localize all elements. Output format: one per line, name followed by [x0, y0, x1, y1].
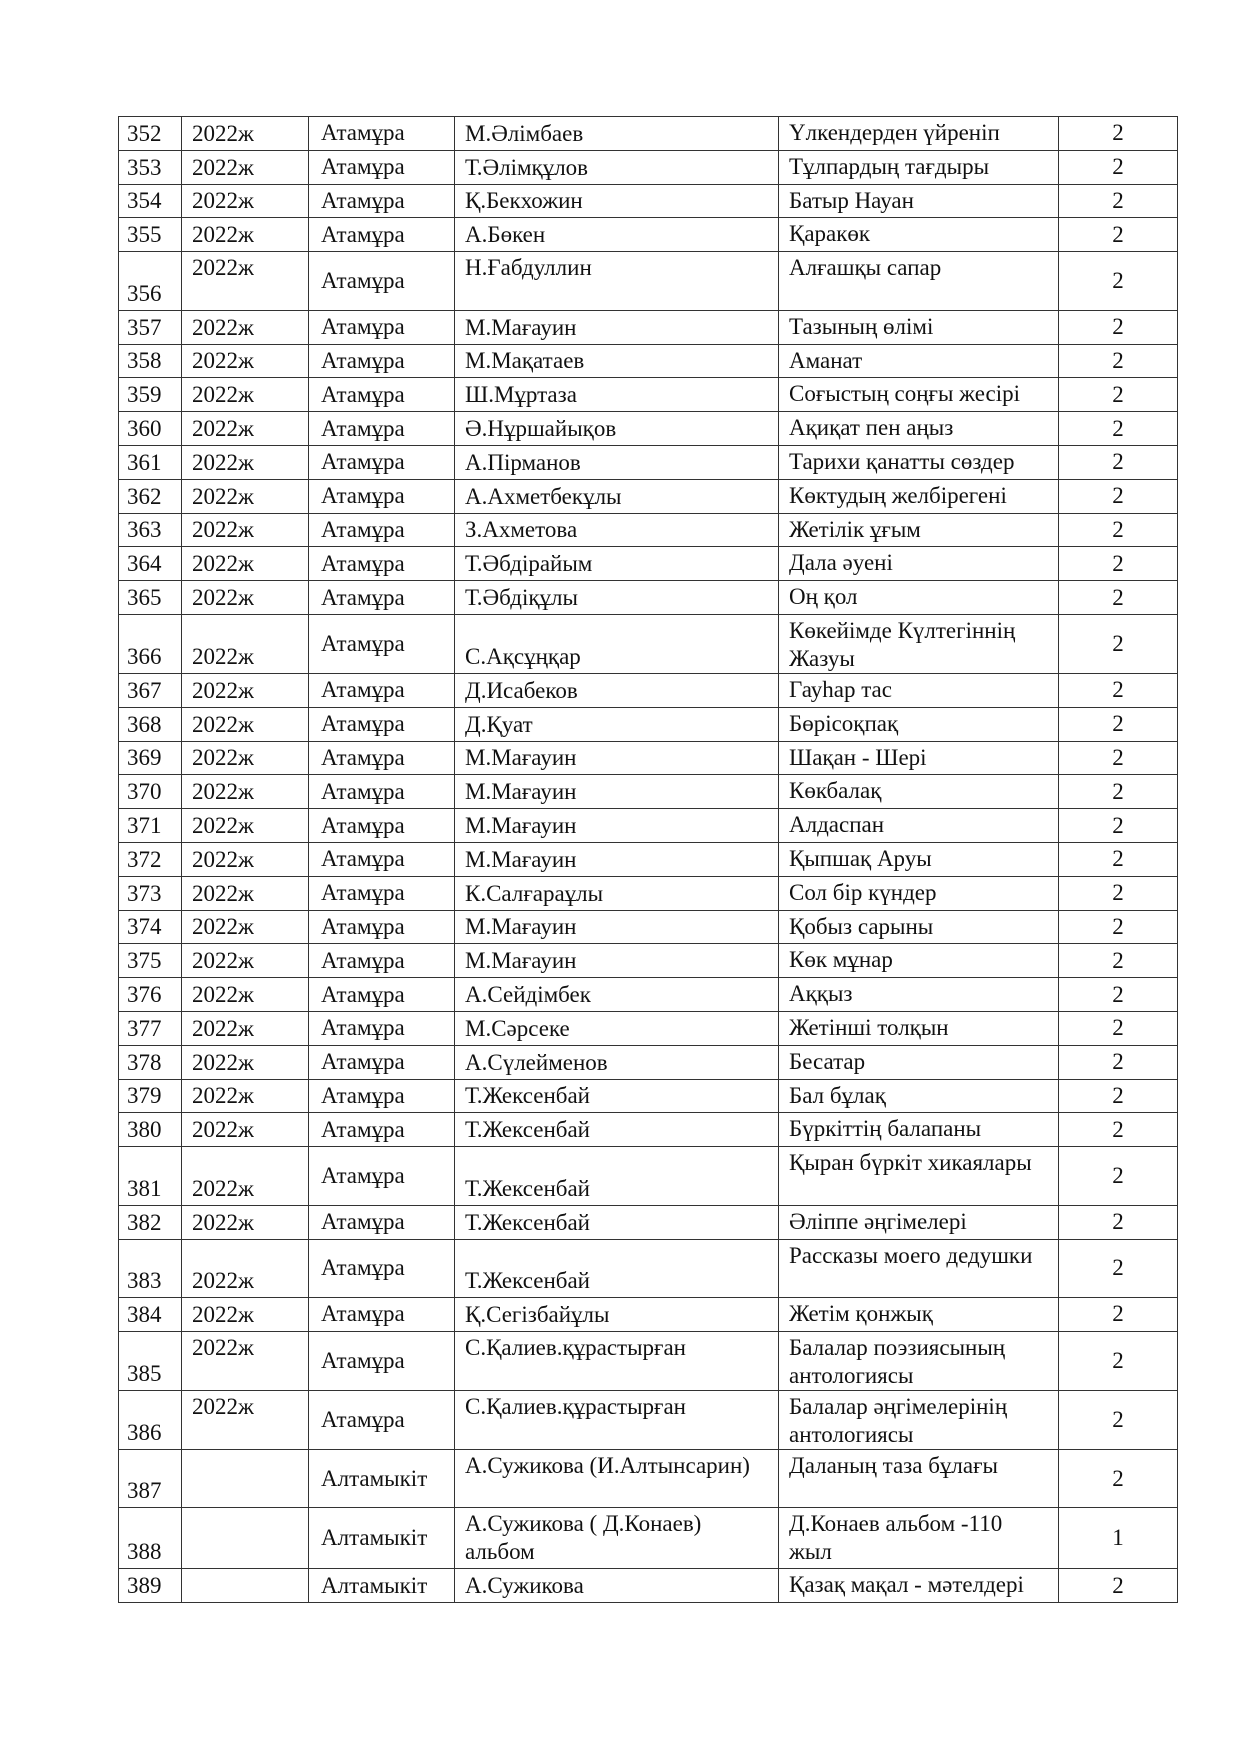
row-number-cell: 368	[119, 707, 182, 741]
author-cell: Д.Қуат	[455, 707, 779, 741]
title-cell: Соғыстың соңғы жесірі	[779, 378, 1059, 412]
author-cell: Ш.Мұртаза	[455, 378, 779, 412]
table-row	[119, 1569, 1178, 1603]
table-row	[119, 809, 1178, 843]
title-cell: Бөрісоқпақ	[779, 707, 1059, 741]
table-row	[119, 1011, 1178, 1045]
row-number-cell: 366	[119, 614, 182, 673]
quantity-cell: 2	[1059, 479, 1178, 513]
quantity-cell: 2	[1059, 1449, 1178, 1508]
row-number-cell: 384	[119, 1298, 182, 1332]
author-cell: К.Салғараұлы	[455, 876, 779, 910]
row-number-cell: 387	[119, 1449, 182, 1508]
row-number-cell: 367	[119, 673, 182, 707]
publisher-cell: Атамұра	[309, 150, 455, 184]
author-cell: М.Мағауин	[455, 741, 779, 775]
quantity-cell: 2	[1059, 614, 1178, 673]
author-cell: М.Мағауин	[455, 775, 779, 809]
author-cell: С.Қалиев.құрастырған	[455, 1331, 779, 1390]
table-row	[119, 673, 1178, 707]
row-number-cell: 373	[119, 876, 182, 910]
title-cell: Алғашқы сапар	[779, 252, 1059, 311]
title-cell: Батыр Науан	[779, 184, 1059, 218]
publisher-cell: Атамұра	[309, 1239, 455, 1298]
year-cell	[182, 1449, 309, 1508]
year-cell: 2022ж	[182, 412, 309, 446]
year-cell: 2022ж	[182, 1045, 309, 1079]
row-number-cell: 358	[119, 344, 182, 378]
year-cell: 2022ж	[182, 344, 309, 378]
quantity-cell: 2	[1059, 344, 1178, 378]
quantity-cell: 2	[1059, 1390, 1178, 1449]
table-row	[119, 1298, 1178, 1332]
table-row	[119, 775, 1178, 809]
row-number-cell: 359	[119, 378, 182, 412]
title-cell: Көкбалақ	[779, 775, 1059, 809]
year-cell: 2022ж	[182, 1079, 309, 1113]
author-cell: Қ.Бекхожин	[455, 184, 779, 218]
publisher-cell: Атамұра	[309, 479, 455, 513]
publisher-cell: Атамұра	[309, 741, 455, 775]
table-row	[119, 614, 1178, 673]
year-cell: 2022ж	[182, 117, 309, 151]
title-cell: Жетім қонжық	[779, 1298, 1059, 1332]
year-cell: 2022ж	[182, 1298, 309, 1332]
title-cell: Әліппе әңгімелері	[779, 1205, 1059, 1239]
table-row	[119, 252, 1178, 311]
publisher-cell: Алтамыкіт	[309, 1569, 455, 1603]
publisher-cell: Атамұра	[309, 184, 455, 218]
year-cell: 2022ж	[182, 1147, 309, 1206]
publisher-cell: Атамұра	[309, 378, 455, 412]
title-cell: Сол бір күндер	[779, 876, 1059, 910]
table-row	[119, 1331, 1178, 1390]
author-cell: Қ.Сегізбайұлы	[455, 1298, 779, 1332]
title-cell: Шақан - Шері	[779, 741, 1059, 775]
table-row	[119, 117, 1178, 151]
title-cell: Көктудың желбірегені	[779, 479, 1059, 513]
author-cell: М.Мағауин	[455, 310, 779, 344]
title-cell: Балалар поэзиясының антологиясы	[779, 1331, 1059, 1390]
table-row	[119, 876, 1178, 910]
quantity-cell: 2	[1059, 910, 1178, 944]
publisher-cell: Атамұра	[309, 412, 455, 446]
row-number-cell: 356	[119, 252, 182, 311]
publisher-cell: Атамұра	[309, 1390, 455, 1449]
title-cell: Қаракөк	[779, 218, 1059, 252]
title-cell: Тұлпардың тағдыры	[779, 150, 1059, 184]
row-number-cell: 377	[119, 1011, 182, 1045]
publisher-cell: Атамұра	[309, 673, 455, 707]
title-cell: Рассказы моего дедушки	[779, 1239, 1059, 1298]
quantity-cell: 2	[1059, 378, 1178, 412]
publisher-cell: Атамұра	[309, 809, 455, 843]
author-cell: Т.Әбдірайым	[455, 547, 779, 581]
quantity-cell: 2	[1059, 1045, 1178, 1079]
year-cell: 2022ж	[182, 809, 309, 843]
row-number-cell: 376	[119, 978, 182, 1012]
quantity-cell: 2	[1059, 842, 1178, 876]
publisher-cell: Атамұра	[309, 581, 455, 615]
publisher-cell: Атамұра	[309, 547, 455, 581]
author-cell: А.Сужикова (И.Алтынсарин)	[455, 1449, 779, 1508]
publisher-cell: Алтамыкіт	[309, 1449, 455, 1508]
row-number-cell: 360	[119, 412, 182, 446]
year-cell: 2022ж	[182, 513, 309, 547]
table-row	[119, 1079, 1178, 1113]
table-row	[119, 978, 1178, 1012]
table-row	[119, 707, 1178, 741]
year-cell: 2022ж	[182, 1239, 309, 1298]
row-number-cell: 352	[119, 117, 182, 151]
author-cell: М.Әлімбаев	[455, 117, 779, 151]
table-row	[119, 1147, 1178, 1206]
row-number-cell: 354	[119, 184, 182, 218]
table-row	[119, 479, 1178, 513]
quantity-cell: 2	[1059, 150, 1178, 184]
year-cell	[182, 1569, 309, 1603]
year-cell: 2022ж	[182, 581, 309, 615]
quantity-cell: 2	[1059, 741, 1178, 775]
publisher-cell: Атамұра	[309, 614, 455, 673]
quantity-cell: 2	[1059, 445, 1178, 479]
quantity-cell: 2	[1059, 547, 1178, 581]
author-cell: Н.Ғабдуллин	[455, 252, 779, 311]
table-row	[119, 1113, 1178, 1147]
year-cell: 2022ж	[182, 944, 309, 978]
year-cell: 2022ж	[182, 614, 309, 673]
publisher-cell: Алтамыкіт	[309, 1508, 455, 1569]
quantity-cell: 2	[1059, 707, 1178, 741]
year-cell: 2022ж	[182, 547, 309, 581]
publisher-cell: Атамұра	[309, 513, 455, 547]
year-cell: 2022ж	[182, 775, 309, 809]
quantity-cell: 2	[1059, 252, 1178, 311]
quantity-cell: 2	[1059, 1079, 1178, 1113]
publisher-cell: Атамұра	[309, 910, 455, 944]
publisher-cell: Атамұра	[309, 944, 455, 978]
author-cell: А.Сужикова ( Д.Конаев) альбом	[455, 1508, 779, 1569]
title-cell: Д.Конаев альбом -110 жыл	[779, 1508, 1059, 1569]
year-cell: 2022ж	[182, 1205, 309, 1239]
title-cell: Бесатар	[779, 1045, 1059, 1079]
publisher-cell: Атамұра	[309, 707, 455, 741]
title-cell: Қыран бүркіт хикаялары	[779, 1147, 1059, 1206]
quantity-cell: 2	[1059, 1011, 1178, 1045]
author-cell: Д.Исабеков	[455, 673, 779, 707]
publisher-cell: Атамұра	[309, 1045, 455, 1079]
title-cell: Жетінші толқын	[779, 1011, 1059, 1045]
table-row	[119, 150, 1178, 184]
publisher-cell: Атамұра	[309, 117, 455, 151]
row-number-cell: 355	[119, 218, 182, 252]
year-cell: 2022ж	[182, 150, 309, 184]
title-cell: Дала әуені	[779, 547, 1059, 581]
author-cell: А.Сужикова	[455, 1569, 779, 1603]
row-number-cell: 365	[119, 581, 182, 615]
title-cell: Аманат	[779, 344, 1059, 378]
table-row	[119, 378, 1178, 412]
year-cell: 2022ж	[182, 252, 309, 311]
quantity-cell: 2	[1059, 218, 1178, 252]
author-cell: М.Мағауин	[455, 910, 779, 944]
title-cell: Көк мұнар	[779, 944, 1059, 978]
title-cell: Оң қол	[779, 581, 1059, 615]
row-number-cell: 370	[119, 775, 182, 809]
author-cell: А.Сүлейменов	[455, 1045, 779, 1079]
table-row	[119, 1239, 1178, 1298]
author-cell: Т.Жексенбай	[455, 1205, 779, 1239]
quantity-cell: 2	[1059, 513, 1178, 547]
author-cell: М.Мағауин	[455, 842, 779, 876]
row-number-cell: 379	[119, 1079, 182, 1113]
year-cell: 2022ж	[182, 445, 309, 479]
row-number-cell: 372	[119, 842, 182, 876]
table-row	[119, 842, 1178, 876]
row-number-cell: 383	[119, 1239, 182, 1298]
year-cell: 2022ж	[182, 184, 309, 218]
table-row	[119, 344, 1178, 378]
year-cell: 2022ж	[182, 1331, 309, 1390]
publisher-cell: Атамұра	[309, 1298, 455, 1332]
publisher-cell: Атамұра	[309, 344, 455, 378]
title-cell: Бүркіттің балапаны	[779, 1113, 1059, 1147]
publisher-cell: Атамұра	[309, 1331, 455, 1390]
row-number-cell: 388	[119, 1508, 182, 1569]
quantity-cell: 2	[1059, 1147, 1178, 1206]
publisher-cell: Атамұра	[309, 1147, 455, 1206]
table-row	[119, 910, 1178, 944]
table-row	[119, 184, 1178, 218]
publisher-cell: Атамұра	[309, 1205, 455, 1239]
row-number-cell: 371	[119, 809, 182, 843]
year-cell: 2022ж	[182, 842, 309, 876]
row-number-cell: 375	[119, 944, 182, 978]
year-cell: 2022ж	[182, 479, 309, 513]
title-cell: Бал бұлақ	[779, 1079, 1059, 1113]
quantity-cell: 2	[1059, 1205, 1178, 1239]
row-number-cell: 362	[119, 479, 182, 513]
quantity-cell: 2	[1059, 1298, 1178, 1332]
title-cell: Аққыз	[779, 978, 1059, 1012]
title-cell: Тазының өлімі	[779, 310, 1059, 344]
title-cell: Көкейімде Күлтегіннің Жазуы	[779, 614, 1059, 673]
table-row	[119, 218, 1178, 252]
title-cell: Үлкендерден үйреніп	[779, 117, 1059, 151]
year-cell: 2022ж	[182, 1390, 309, 1449]
row-number-cell: 361	[119, 445, 182, 479]
year-cell: 2022ж	[182, 707, 309, 741]
row-number-cell: 364	[119, 547, 182, 581]
table-row	[119, 412, 1178, 446]
year-cell: 2022ж	[182, 1011, 309, 1045]
publisher-cell: Атамұра	[309, 978, 455, 1012]
title-cell: Тарихи қанатты сөздер	[779, 445, 1059, 479]
row-number-cell: 374	[119, 910, 182, 944]
table-row	[119, 581, 1178, 615]
publisher-cell: Атамұра	[309, 775, 455, 809]
publisher-cell: Атамұра	[309, 1113, 455, 1147]
title-cell: Қыпшақ Аруы	[779, 842, 1059, 876]
quantity-cell: 2	[1059, 1239, 1178, 1298]
table-row	[119, 1449, 1178, 1508]
author-cell: А.Сейдімбек	[455, 978, 779, 1012]
author-cell: Т.Жексенбай	[455, 1239, 779, 1298]
year-cell: 2022ж	[182, 910, 309, 944]
publisher-cell: Атамұра	[309, 1079, 455, 1113]
table-row	[119, 513, 1178, 547]
author-cell: Т.Жексенбай	[455, 1079, 779, 1113]
publisher-cell: Атамұра	[309, 252, 455, 311]
row-number-cell: 380	[119, 1113, 182, 1147]
year-cell: 2022ж	[182, 1113, 309, 1147]
author-cell: М.Мағауин	[455, 944, 779, 978]
quantity-cell: 2	[1059, 809, 1178, 843]
publisher-cell: Атамұра	[309, 1011, 455, 1045]
row-number-cell: 385	[119, 1331, 182, 1390]
row-number-cell: 353	[119, 150, 182, 184]
quantity-cell: 2	[1059, 978, 1178, 1012]
author-cell: А.Пірманов	[455, 445, 779, 479]
quantity-cell: 2	[1059, 944, 1178, 978]
publisher-cell: Атамұра	[309, 218, 455, 252]
quantity-cell: 2	[1059, 1113, 1178, 1147]
quantity-cell: 2	[1059, 1331, 1178, 1390]
year-cell: 2022ж	[182, 876, 309, 910]
year-cell: 2022ж	[182, 978, 309, 1012]
row-number-cell: 382	[119, 1205, 182, 1239]
table-row	[119, 944, 1178, 978]
publisher-cell: Атамұра	[309, 842, 455, 876]
quantity-cell: 2	[1059, 673, 1178, 707]
year-cell: 2022ж	[182, 673, 309, 707]
table-row	[119, 445, 1178, 479]
title-cell: Ақиқат пен аңыз	[779, 412, 1059, 446]
quantity-cell: 1	[1059, 1508, 1178, 1569]
author-cell: А.Бөкен	[455, 218, 779, 252]
author-cell: М.Мақатаев	[455, 344, 779, 378]
author-cell: М.Мағауин	[455, 809, 779, 843]
year-cell: 2022ж	[182, 218, 309, 252]
title-cell: Даланың таза бұлағы	[779, 1449, 1059, 1508]
year-cell: 2022ж	[182, 310, 309, 344]
row-number-cell: 389	[119, 1569, 182, 1603]
table-row	[119, 310, 1178, 344]
author-cell: Т.Әлімқұлов	[455, 150, 779, 184]
title-cell: Гауһар тас	[779, 673, 1059, 707]
quantity-cell: 2	[1059, 412, 1178, 446]
quantity-cell: 2	[1059, 310, 1178, 344]
book-inventory-table	[118, 116, 1178, 1603]
row-number-cell: 357	[119, 310, 182, 344]
title-cell: Қобыз сарыны	[779, 910, 1059, 944]
row-number-cell: 386	[119, 1390, 182, 1449]
quantity-cell: 2	[1059, 184, 1178, 218]
quantity-cell: 2	[1059, 117, 1178, 151]
row-number-cell: 378	[119, 1045, 182, 1079]
quantity-cell: 2	[1059, 775, 1178, 809]
quantity-cell: 2	[1059, 1569, 1178, 1603]
row-number-cell: 369	[119, 741, 182, 775]
year-cell	[182, 1508, 309, 1569]
author-cell: С.Ақсұңқар	[455, 614, 779, 673]
table-row	[119, 1390, 1178, 1449]
row-number-cell: 381	[119, 1147, 182, 1206]
author-cell: Т.Жексенбай	[455, 1113, 779, 1147]
title-cell: Алдаспан	[779, 809, 1059, 843]
table-row	[119, 547, 1178, 581]
year-cell: 2022ж	[182, 378, 309, 412]
row-number-cell: 363	[119, 513, 182, 547]
author-cell: М.Сәрсеке	[455, 1011, 779, 1045]
table-body	[119, 117, 1178, 1603]
author-cell: Ә.Нұршайықов	[455, 412, 779, 446]
table-row	[119, 1508, 1178, 1569]
table-row	[119, 1045, 1178, 1079]
publisher-cell: Атамұра	[309, 445, 455, 479]
year-cell: 2022ж	[182, 741, 309, 775]
table-row	[119, 741, 1178, 775]
title-cell: Жетілік ұғым	[779, 513, 1059, 547]
quantity-cell: 2	[1059, 581, 1178, 615]
title-cell: Қазақ мақал - мәтелдері	[779, 1569, 1059, 1603]
title-cell: Балалар әңгімелерінің антологиясы	[779, 1390, 1059, 1449]
author-cell: З.Ахметова	[455, 513, 779, 547]
author-cell: Т.Әбдіқұлы	[455, 581, 779, 615]
quantity-cell: 2	[1059, 876, 1178, 910]
table-row	[119, 1205, 1178, 1239]
author-cell: А.Ахметбекұлы	[455, 479, 779, 513]
author-cell: Т.Жексенбай	[455, 1147, 779, 1206]
publisher-cell: Атамұра	[309, 876, 455, 910]
author-cell: С.Қалиев.құрастырған	[455, 1390, 779, 1449]
publisher-cell: Атамұра	[309, 310, 455, 344]
